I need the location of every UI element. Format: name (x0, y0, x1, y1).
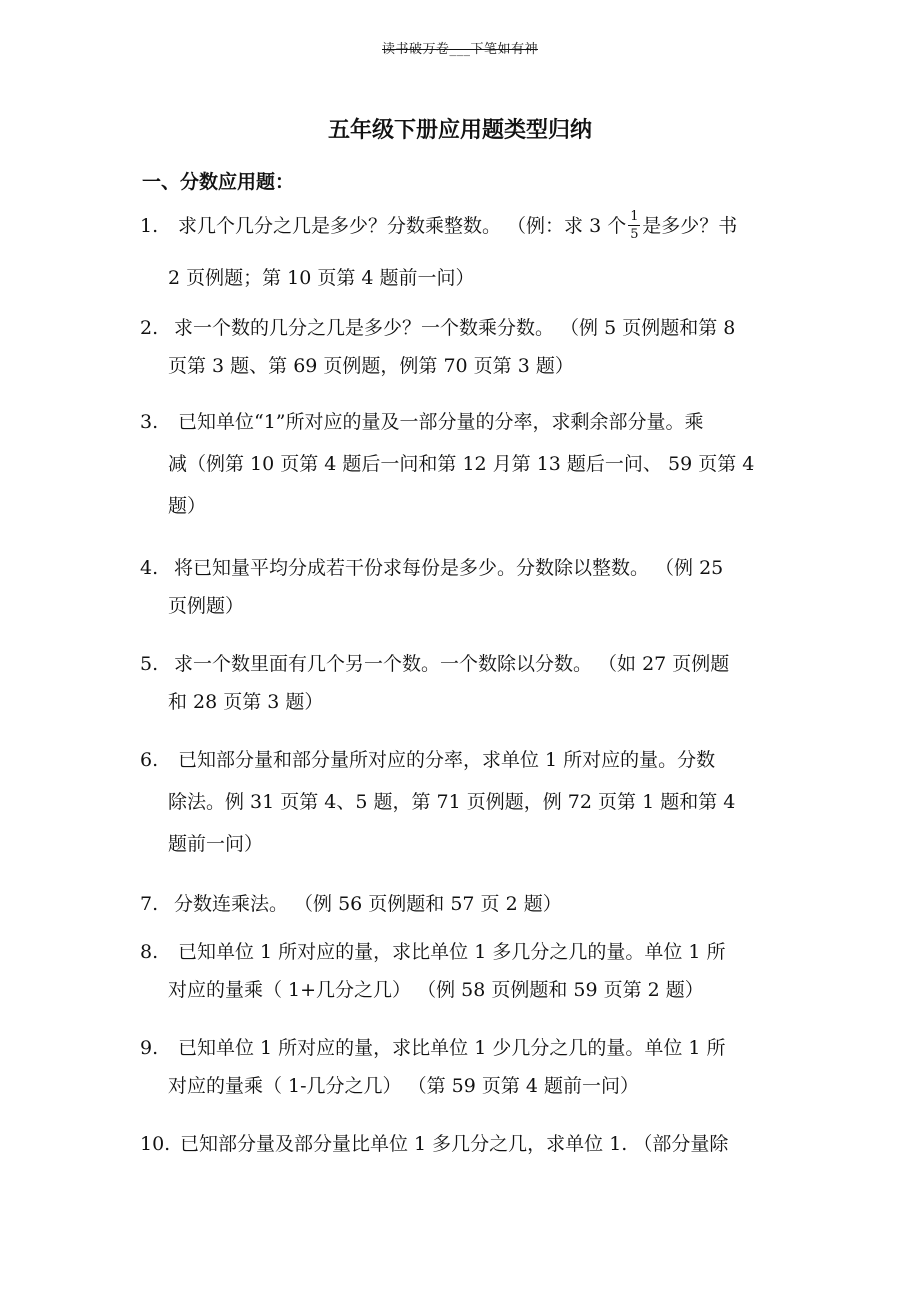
item-text-line (178, 209, 738, 242)
item-text-line: 页第 3 题、第 69 页例题，例第 70 页第 3 题） (168, 355, 574, 377)
fraction-denominator: 5 (630, 227, 639, 242)
item-text-line: 求一个数里面有几个另一个数。一个数除以分数。 （如 27 页例题 (174, 653, 730, 675)
document-title: 五年级下册应用题类型归纳 (327, 118, 592, 143)
item-text-line: 题前一问） (168, 833, 264, 855)
section-heading: 一、分数应用题： (142, 171, 295, 193)
item-number: 4. (140, 557, 159, 579)
item-number: 1. (140, 215, 159, 237)
item-text: 求几个几分之几是多少？分数乘整数。 （例：求 3 个 (178, 215, 627, 237)
fraction-bar (628, 225, 640, 226)
item-text-line: 2 页例题；第 10 页第 4 题前一问） (168, 267, 475, 289)
item-text-line: 将已知量平均分成若干份求每份是多少。分数除以整数。 （例 25 (174, 557, 724, 579)
item-number: 6. (140, 749, 159, 771)
item-number: 10. (140, 1133, 171, 1155)
item-number: 5. (140, 653, 159, 675)
item-text-line: 减（例第 10 页第 4 题后一问和第 12 月第 13 题后一问、 59 页第 4 (168, 453, 755, 475)
fraction-numerator: 1 (630, 209, 639, 224)
item-text-line: 除法。例 31 页第 4、5 题，第 71 页例题，例 72 页第 1 题和第 4 (168, 791, 736, 813)
item-number: 3. (140, 411, 159, 433)
item-number: 9. (140, 1037, 159, 1059)
item-text-line: 已知单位 1 所对应的量，求比单位 1 多几分之几的量。单位 1 所 (178, 941, 726, 963)
item-text-line: 对应的量乘（ 1+几分之几） （例 58 页例题和 59 页第 2 题） (168, 979, 704, 1001)
item-text-line: 已知单位“1”所对应的量及一部分量的分率，求剩余部分量。乘 (178, 411, 704, 433)
item-text-line: 页例题） (168, 595, 245, 617)
item-text-line: 分数连乘法。 （例 56 页例题和 57 页 2 题） (174, 893, 562, 915)
item-text-line: 和 28 页第 3 题） (168, 691, 324, 713)
page-header-motto: 读书破万卷___下笔如有神 (381, 42, 538, 57)
item-text-line: 题） (168, 495, 207, 517)
item-text-line: 已知部分量及部分量比单位 1 多几分之几，求单位 1. （部分量除 (180, 1133, 729, 1155)
item-text: 是多少？书 (642, 215, 738, 237)
item-text-line: 求一个数的几分之几是多少？一个数乘分数。 （例 5 页例题和第 8 (174, 317, 736, 339)
fraction (628, 209, 640, 242)
item-text-line: 已知部分量和部分量所对应的分率，求单位 1 所对应的量。分数 (178, 749, 716, 771)
item-text-line: 已知单位 1 所对应的量，求比单位 1 少几分之几的量。单位 1 所 (178, 1037, 726, 1059)
item-number: 7. (140, 893, 159, 915)
item-text-line: 对应的量乘（ 1-几分之几） （第 59 页第 4 题前一问） (168, 1075, 640, 1097)
item-number: 8. (140, 941, 159, 963)
item-number: 2. (140, 317, 159, 339)
